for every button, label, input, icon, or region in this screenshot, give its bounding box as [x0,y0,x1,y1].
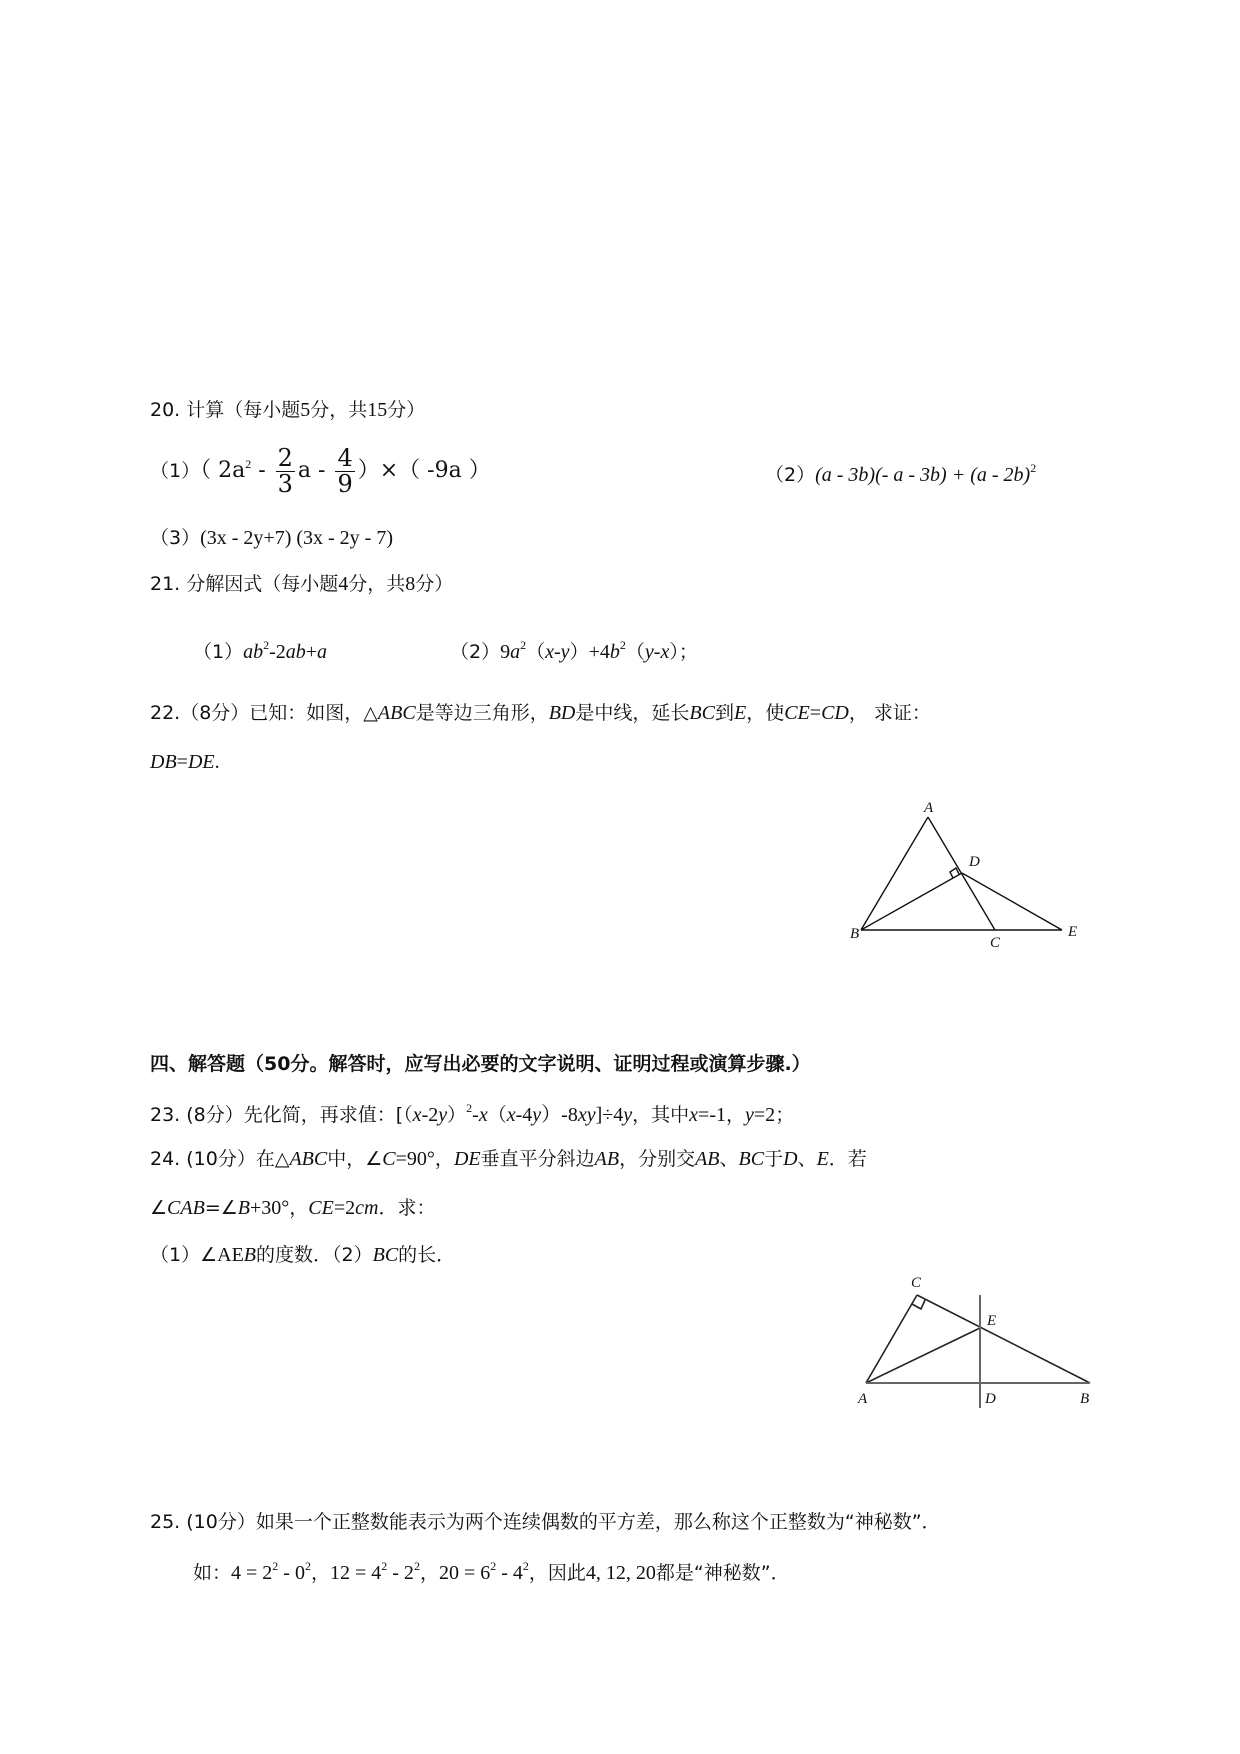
superscript: 2 [381,1559,388,1573]
superscript: 2 [1030,461,1037,475]
text-segment: ） [447,1104,467,1126]
text-segment: 9 [500,641,511,663]
text-segment: （1）∠ [150,1244,218,1266]
edge-de [962,873,1062,930]
text-segment: （ [625,641,645,663]
q20-2 [765,462,1036,485]
fraction-2-3 [276,446,295,497]
text-segment: y [532,1104,542,1126]
text-segment: y [438,1104,448,1126]
text-segment: 20. 计算（每小题 [150,399,301,421]
text-segment: -2 [421,1104,439,1126]
text-segment: 四、解答题（50分。解答时，应写出必要的文字说明、证明过程或演算步骤.） [150,1053,811,1075]
text-segment: CAB [167,1197,205,1219]
text-segment: x [545,641,554,663]
text-segment: 、 [719,1148,739,1170]
superscript: 2 [413,1559,420,1573]
edge-ac [866,1295,917,1383]
text-segment: a [317,641,328,663]
text-segment: （3） [150,527,201,549]
text-segment: ， [419,1562,439,1584]
text-segment: C [382,1148,396,1170]
text-segment: 24. (10分）在△ [150,1148,290,1170]
label-e: E [987,1313,997,1329]
superscript: 2 [619,638,626,652]
q24 [150,1149,867,1169]
text-segment: ABC [289,1148,328,1170]
text-segment: 于 [764,1148,784,1170]
q21-title [150,574,453,594]
text-segment: 是中线，延长 [575,702,690,724]
edge-cb [917,1295,1090,1383]
label-b: B [1080,1391,1090,1407]
superscript: 2 [520,638,527,652]
text-segment: ， [289,1197,309,1219]
q25 [150,1513,941,1532]
text-segment: y [560,641,570,663]
text-segment: =∠ [204,1197,238,1219]
text-segment: =-1 [698,1104,726,1126]
text-segment: = [809,702,822,724]
q24-c [150,1245,455,1265]
text-segment: y [644,641,654,663]
q21-1 [193,639,327,662]
text-segment: =2 [333,1197,356,1219]
text-segment: y [745,1104,754,1126]
q20-1 [150,446,491,497]
text-segment: 12 = 4 [329,1562,382,1584]
text-segment: x [660,641,670,663]
q20-1-open: （ 2a [200,458,246,484]
numerator: 4 [337,444,353,472]
text-segment: =90° [395,1148,435,1170]
text-segment: ．若 [828,1148,867,1170]
text-segment: （2） [450,641,501,663]
label-b: B [850,926,860,942]
fraction-4-9 [335,446,354,497]
superscript: 2 [304,1559,311,1573]
text-segment: （ [526,641,546,663]
text-segment: ） [569,641,589,663]
text-segment: 到 [714,702,734,724]
text-segment: 23. (8分）先化简，再求值：[（ [150,1104,413,1126]
label-c: C [911,1275,922,1291]
text-segment: x [478,1104,488,1126]
text-segment: ）-8 [541,1104,578,1126]
text-segment: + [305,641,318,663]
text-segment: -4 [515,1104,533,1126]
text-segment: ．求： [378,1197,436,1219]
text-segment: +4 [588,641,610,663]
text-segment: x [689,1104,699,1126]
text-segment: AE [217,1244,244,1266]
text-segment: 20 = 6 [438,1562,491,1584]
label-d: D [985,1391,996,1407]
text-segment: DE [187,751,215,773]
text-segment: y [623,1104,633,1126]
text-segment: ， 求证： [848,702,931,724]
q22-b [150,752,220,772]
text-segment: 都是“神秘数”． [655,1562,790,1584]
text-segment: B [237,1197,250,1219]
edge-ae [866,1328,980,1383]
text-segment: 8 [405,573,416,595]
text-segment: AB [695,1148,720,1170]
figure-right-triangle [850,1270,1110,1430]
text-segment: ， [726,1104,746,1126]
q20-1-exp: 2 [245,457,252,472]
text-segment: CD [821,702,849,724]
q24-b [150,1198,435,1218]
text-segment: CE [308,1197,334,1219]
text-segment: 4 [338,573,349,595]
text-segment: BC [689,702,715,724]
text-segment: - 4 [496,1562,523,1584]
text-segment: a [510,641,521,663]
denominator: 9 [337,470,353,499]
text-segment: ）； [669,641,698,663]
text-segment: 21. 分解因式（每小题 [150,573,339,595]
q23 [150,1102,794,1125]
superscript: 2 [466,1101,473,1115]
text-segment: (a - 3b)(- a - 3b) + (a - 2b) [815,464,1031,486]
text-segment: E [733,702,747,724]
text-segment: ， [434,1148,454,1170]
text-segment: 22.（8分）已知：如图，△ [150,702,378,724]
text-segment: B [243,1244,257,1266]
superscript: 2 [490,1559,497,1573]
text-segment: - [653,641,661,663]
text-segment: (3x - 2y+7) (3x - 2y - 7) [200,527,393,549]
section-4-heading [150,1055,811,1074]
text-segment: b [609,641,620,663]
text-segment: （2） [765,464,816,486]
q20-1-tail: ）×（ -9a ） [357,458,491,484]
text-segment: - 2 [387,1562,414,1584]
denominator: 3 [277,470,293,499]
text-segment: ； [775,1104,795,1126]
text-segment: - [554,641,561,663]
superscript: 2 [522,1559,529,1573]
label-c: C [990,935,1001,951]
text-segment: ab [243,641,264,663]
text-segment: ABC [377,702,416,724]
text-segment: 分） [415,573,454,595]
text-segment: +30° [250,1197,290,1219]
label-a: A [924,800,934,816]
text-segment: 的长． [398,1244,456,1266]
text-segment: ，其中 [632,1104,690,1126]
text-segment: 4 = 2 [231,1562,273,1584]
text-segment: - 0 [278,1562,305,1584]
text-segment: BC [372,1244,399,1266]
text-segment: x [506,1104,516,1126]
text-segment: BD [548,702,576,724]
text-segment: = [176,751,188,773]
label-d: D [969,854,980,870]
text-segment: 分，共 [348,573,406,595]
label-e: E [1068,924,1078,940]
text-segment: 25. (10分）如果一个正整数能表示为两个连续偶数的平方差，那么称这个正整数为“神秘数”． [150,1511,941,1533]
text-segment: ∠ [150,1197,168,1219]
q20-title [150,400,425,420]
text-segment: -2 [269,641,286,663]
text-segment: cm [355,1197,379,1219]
text-segment: （ [487,1104,507,1126]
q20-1-a: a - [297,458,333,484]
text-segment: ，分别交 [619,1148,696,1170]
text-segment: DE [453,1148,481,1170]
text-segment: CE [784,702,810,724]
superscript: 2 [272,1559,279,1573]
q20-1-minus: - [251,458,273,484]
text-segment: ，因此 [528,1562,586,1584]
superscript: 2 [263,638,270,652]
text-segment: 的度数．（2） [256,1244,373,1266]
text-segment: 、 [797,1148,817,1170]
text-segment: . [214,751,220,773]
text-segment: 是等边三角形， [415,702,549,724]
text-segment: 垂直平分斜边 [480,1148,595,1170]
text-segment: ， [310,1562,330,1584]
text-segment: ]÷4 [595,1104,624,1126]
numerator: 2 [277,444,293,472]
text-segment: 中，∠ [327,1148,383,1170]
q25-b [193,1560,790,1583]
text-segment: 4, 12, 20 [585,1562,656,1584]
q20-3 [150,528,393,548]
text-segment: 5 [300,399,311,421]
label-a: A [858,1391,868,1407]
text-segment: =2 [753,1104,776,1126]
text-segment: 分，共 [310,399,368,421]
text-segment: D [783,1148,798,1170]
text-segment: ab [285,641,306,663]
text-segment: ，使 [746,702,785,724]
text-segment: AB [594,1148,620,1170]
text-segment: BC [738,1148,765,1170]
q21-2 [450,639,698,662]
text-segment: - [472,1104,479,1126]
text-segment: DB [150,751,177,773]
edge-ab [861,817,928,930]
figure-equilateral-triangle [840,790,1110,960]
q20-1-label: （1） [150,460,201,483]
q22 [150,703,931,723]
text-segment: （1） [193,641,244,663]
text-segment: 分） [387,399,426,421]
text-segment: 如： [193,1562,232,1584]
text-segment: E [816,1148,829,1170]
text-segment: xy [577,1104,596,1126]
text-segment: x [412,1104,422,1126]
text-segment: 15 [367,399,388,421]
edge-bd [861,873,962,930]
